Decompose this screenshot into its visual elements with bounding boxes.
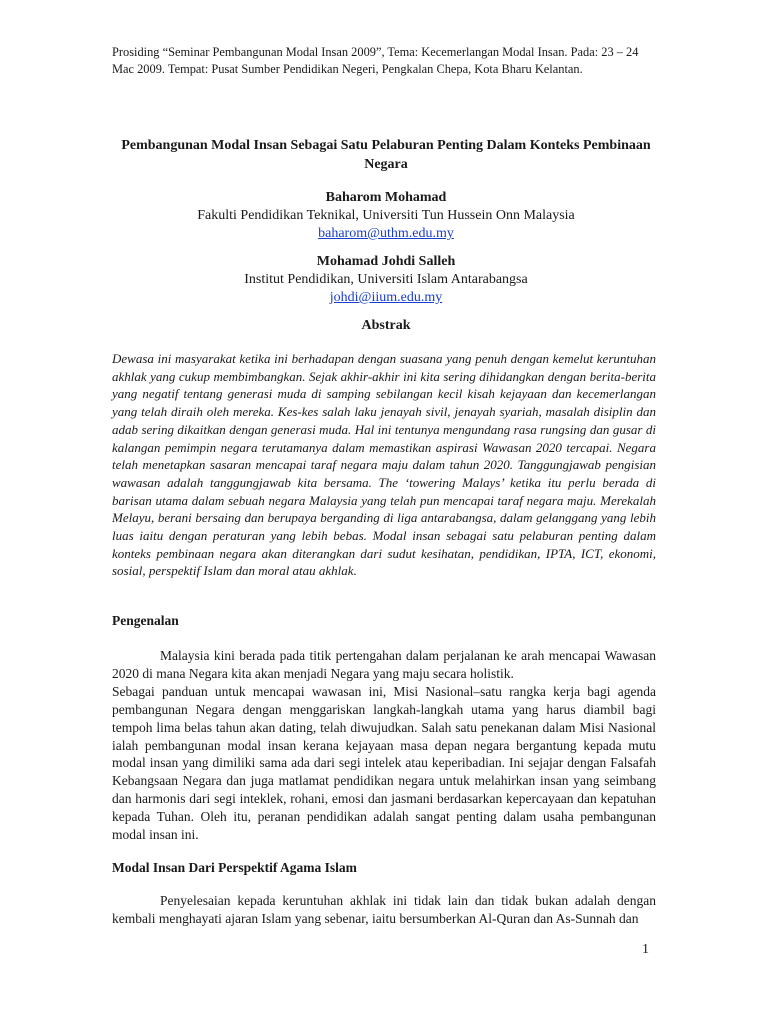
proceedings-header: Prosiding “Seminar Pembangunan Modal Insan 2009”, Tema: Kecemerlangan Modal Insan. Pada: 23 – 24 Mac 2009. Tempat: Pusat Sumber Pendidikan Negeri, Pengkalan Chepa, Kota Bharu Kelantan. <box>112 45 639 76</box>
paper-title: Pembangunan Modal Insan Sebagai Satu Pelaburan Penting Dalam Konteks Pembinaan Negara <box>121 138 651 172</box>
section-heading-introduction: Pengenalan <box>112 613 179 628</box>
author-email-link[interactable]: baharom@uthm.edu.my <box>318 226 454 241</box>
author-email-link[interactable]: johdi@iium.edu.my <box>329 290 443 305</box>
author-block-2 <box>112 253 660 307</box>
author-block-1 <box>112 189 660 243</box>
author-affiliation: Institut Pendidikan, Universiti Islam Antarabangsa <box>244 272 528 287</box>
abstract-text: Dewasa ini masyarakat ketika ini berhadapan dengan suasana yang penuh dengan kemelut keruntuhan akhlak yang cukup membimbangkan. Sejak akhir-akhir ini kita sering dihidangkan dengan berita-berita yang negatif tentang generasi muda di samping sebilangan kecil kisah kejayaan dan kecemerlangan yang telah diraih oleh mereka. Kes-kes salah laku jenayah sivil, jenayah syariah, masalah disiplin dan adab sering dikaitkan dengan generasi muda. Hal ini tentunya mengundang rasa rungsing dan gusar di kalangan pemimpin negara terutamanya dalam memastikan aspirasi Wawasan 2020 tercapai. Negara telah menetapkan sasaran mencapai taraf negara maju dalam tahun 2020. Tanggungjawab pengisian wawasan adalah tanggungjawab kita bersama. The ‘towering Malays’ ketika itu perlu berada di barisan utama dalam sebuah negara Malaysia yang telah pun mencapai taraf negara maju. Merekalah Melayu, berani bersaing dan berupaya berganding di liga antarabangsa, dalam gelanggang yang lebih luas iaitu dengan peraturan yang lebih bebas. Modal insan sebagai satu pelaburan penting dalam konteks pembinaan negara akan diterangkan dari sudut kesihatan, pendidikan, IPTA, ICT, ekonomi, sosial, perspektif Islam dan moral atau akhlak. <box>112 351 656 579</box>
paragraph: Malaysia kini berada pada titik pertengahan dalam perjalanan ke arah mencapai Wawasan 2020 di mana Negara kita akan menjadi Negara yang maju secara holistik. <box>112 648 656 681</box>
paragraph: Penyelesaian kepada keruntuhan akhlak ini tidak lain dan tidak bukan adalah dengan kembali menghayati ajaran Islam yang sebenar, iaitu bersumberkan Al-Quran dan As-Sunnah dan <box>112 893 656 926</box>
page-number: 1 <box>642 942 649 957</box>
author-name: Mohamad Johdi Salleh <box>316 254 456 269</box>
section-body-islam <box>112 892 656 928</box>
author-affiliation: Fakulti Pendidikan Teknikal, Universiti Tun Hussein Onn Malaysia <box>197 208 575 223</box>
author-name: Baharom Mohamad <box>325 190 447 205</box>
paragraph: Sebagai panduan untuk mencapai wawasan ini, Misi Nasional–satu rangka kerja bagi agenda pembangunan Negara dengan menggariskan langkah-langkah utama yang harus diambil bagi tempoh lima belas tahun akan dating, telah diwujudkan. Salah satu penekanan dalam Misi Nasional ialah pembangunan modal insan kerana kejayaan masa depan negara bergantung kepada mutu modal insan yang dimiliki sama ada dari segi intelek atau keperibadian. Ini sejajar dengan Falsafah Kebangsaan Negara dan juga matlamat pendidikan negara untuk melahirkan insan yang seimbang dan harmonis dari segi inteklek, rohani, emosi dan jasmani berdasarkan kepercayaan dan kepatuhan kepada Tuhan. Oleh itu, peranan pendidikan adalah sangat penting dalam usaha pembangunan modal insan ini. <box>112 683 656 843</box>
section-body-introduction <box>112 647 656 844</box>
section-heading-islam: Modal Insan Dari Perspektif Agama Islam <box>112 860 357 875</box>
abstract-heading: Abstrak <box>361 318 411 333</box>
